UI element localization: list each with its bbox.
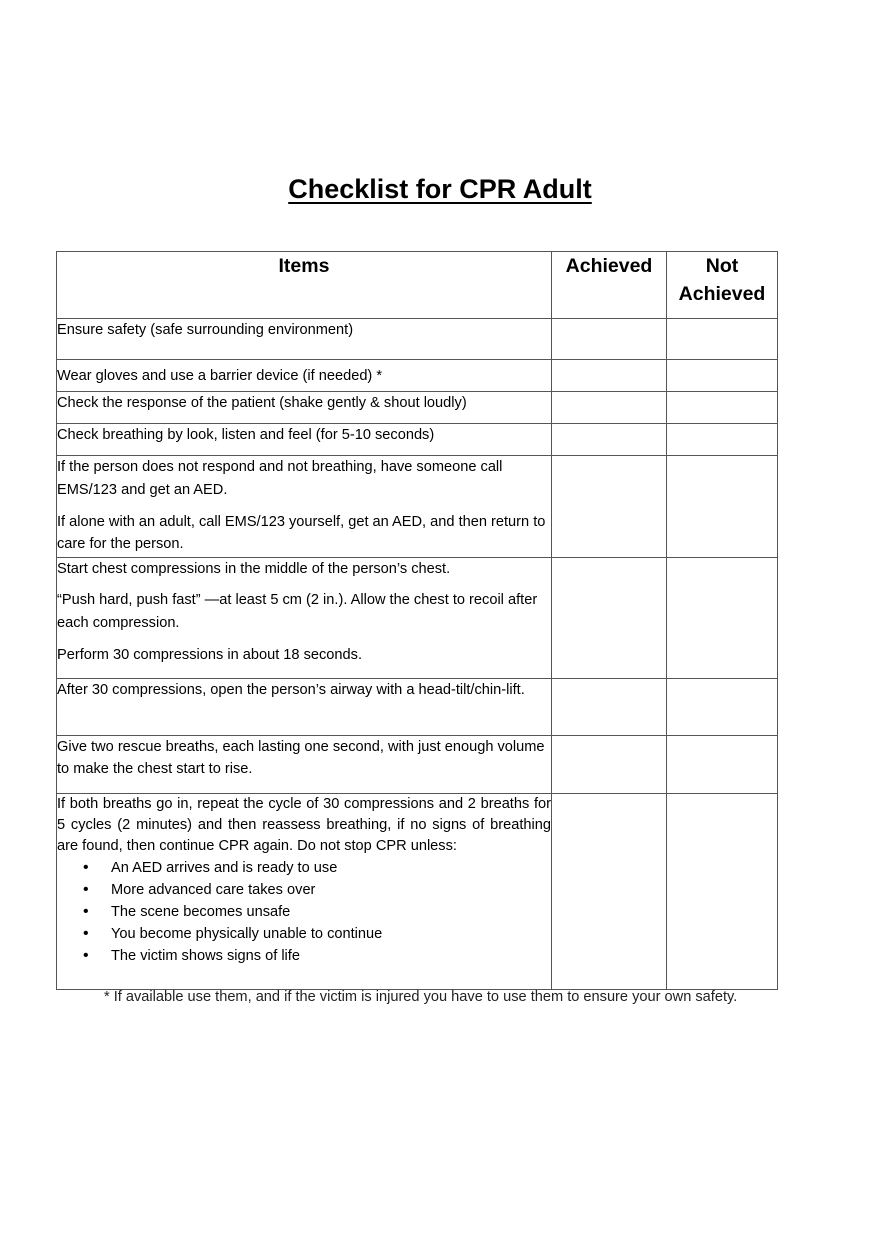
achieved-cell[interactable] <box>552 794 667 990</box>
item-cell <box>57 392 552 424</box>
achieved-cell[interactable] <box>552 360 667 392</box>
achieved-cell[interactable] <box>552 456 667 558</box>
item-cell <box>57 319 552 360</box>
table-row <box>57 456 778 558</box>
item-cell <box>57 360 552 392</box>
table-row <box>57 794 778 990</box>
header-not-achieved <box>667 252 778 319</box>
not-achieved-cell[interactable] <box>667 736 778 794</box>
table-row <box>57 558 778 679</box>
table-row <box>57 679 778 736</box>
item-text: Check breathing by look, listen and feel (for 5-10 seconds) <box>57 427 435 443</box>
not-achieved-cell[interactable] <box>667 392 778 424</box>
header-items: Items <box>57 252 552 319</box>
table-row <box>57 360 778 392</box>
table-row <box>57 392 778 424</box>
item-text: Perform 30 compressions in about 18 seconds. <box>57 647 363 663</box>
table-row <box>57 736 778 794</box>
stop-conditions-list <box>57 857 551 967</box>
list-item: • The scene becomes unsafe <box>57 901 551 923</box>
item-text: Start chest compressions in the middle of the person’s chest. <box>57 561 451 577</box>
not-achieved-cell[interactable] <box>667 679 778 736</box>
not-achieved-cell[interactable] <box>667 360 778 392</box>
list-item: • An AED arrives and is ready to use <box>57 857 551 879</box>
item-text: “Push hard, push fast” —at least 5 cm (2 in.). Allow the chest to recoil after each compression. <box>57 592 538 631</box>
list-item: • You become physically unable to continue <box>57 923 551 945</box>
item-text: After 30 compressions, open the person’s airway with a head-tilt/chin-lift. <box>57 682 525 698</box>
not-achieved-cell[interactable] <box>667 319 778 360</box>
header-not-achieved-line1: Not <box>705 255 739 277</box>
item-cell <box>57 558 552 679</box>
footnote: * If available use them, and if the victim is injured you have to use them to ensure your own safety. <box>104 989 738 1005</box>
achieved-cell[interactable] <box>552 558 667 679</box>
item-text: If alone with an adult, call EMS/123 yourself, get an AED, and then return to care for the person. <box>57 514 546 552</box>
item-cell <box>57 679 552 736</box>
achieved-cell[interactable] <box>552 392 667 424</box>
header-achieved: Achieved <box>552 252 667 319</box>
achieved-cell[interactable] <box>552 679 667 736</box>
item-cell <box>57 456 552 558</box>
item-cell <box>57 424 552 456</box>
item-text: Ensure safety (safe surrounding environment) <box>57 322 354 338</box>
table-header-row <box>57 252 778 319</box>
not-achieved-cell[interactable] <box>667 794 778 990</box>
page-title: Checklist for CPR Adult <box>288 174 592 204</box>
list-item: • More advanced care takes over <box>57 879 551 901</box>
achieved-cell[interactable] <box>552 424 667 456</box>
item-text: If the person does not respond and not breathing, have someone call EMS/123 and get an AED. <box>57 459 503 498</box>
not-achieved-cell[interactable] <box>667 558 778 679</box>
cpr-checklist-table <box>56 251 778 990</box>
achieved-cell[interactable] <box>552 319 667 360</box>
header-not-achieved-line2: Achieved <box>678 283 766 305</box>
item-text: Check the response of the patient (shake gently & shout loudly) <box>57 395 467 411</box>
table-row <box>57 319 778 360</box>
item-text: Give two rescue breaths, each lasting one second, with just enough volume to make the chest start to rise. <box>57 739 545 777</box>
list-item: • The victim shows signs of life <box>57 945 551 967</box>
item-cell <box>57 736 552 794</box>
achieved-cell[interactable] <box>552 736 667 794</box>
not-achieved-cell[interactable] <box>667 424 778 456</box>
item-cell <box>57 794 552 990</box>
not-achieved-cell[interactable] <box>667 456 778 558</box>
table-row <box>57 424 778 456</box>
item-text: Wear gloves and use a barrier device (if needed) * <box>57 368 383 384</box>
item-text: If both breaths go in, repeat the cycle of 30 compressions and 2 breaths for 5 cycles (2 minutes) and then reassess breathing, if no signs of breathing are found, then continue CPR again. Do not stop CPR unless: <box>57 796 551 854</box>
